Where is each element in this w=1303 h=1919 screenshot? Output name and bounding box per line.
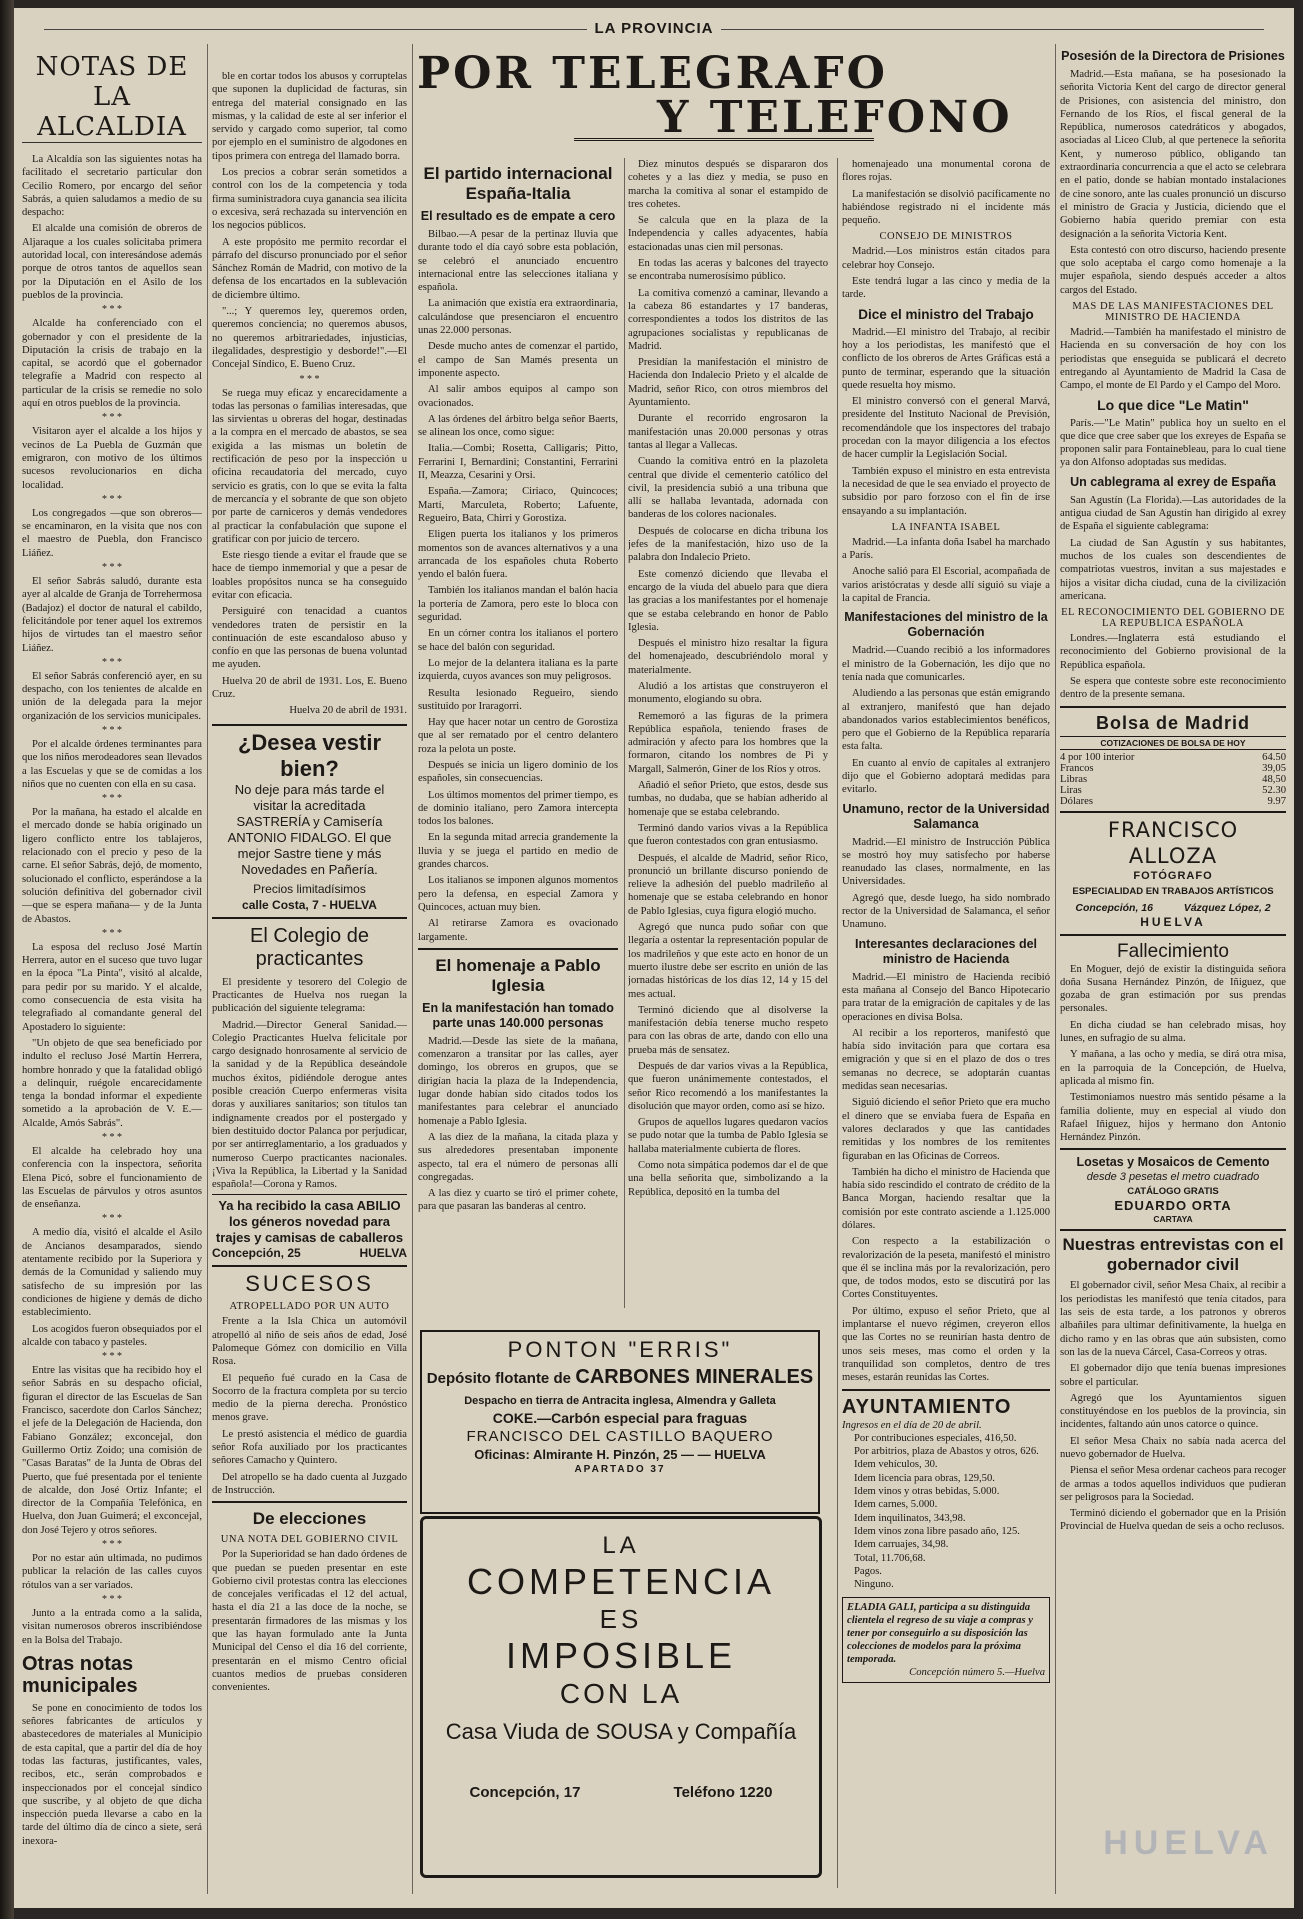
c6-p1: Madrid.—Esta mañana, se ha posesionado la señorita Victoria Kent del cargo de director general de Prisiones, con asistencia del ministro, don Fernando de los Ríos, el fiscal general de la República, numerosos catedráticos y abogados, asociadas al Liceo Club, al que pertenece la señorita Kent, y numeroso público, obligando tan extraordinaria concurrencia a que el acto se celebrara en el patio, donde se habían montado instalaciones de cine sonoro, ante las cuales pronunció un discurso el ministro de Gracia y Justicia, diciendo que el Gobierno había querido premiar con esta designación a la señorita Victoria Kent. <box>1060 69 1286 240</box>
c6-p8: Se espera que conteste sobre este reconocimiento dentro de la presente semana. <box>1060 675 1286 701</box>
losetas-line2: desde 3 pesetas el metro cuadrado <box>1086 1171 1260 1184</box>
erris-title: PONTON "ERRIS" <box>507 1337 733 1362</box>
homenaje-subheadline: En la manifestación han tomado parte unas 140.000 personas <box>422 1000 614 1030</box>
c6-p17: Piensa el señor Mesa ordenar cacheos para recoger de armas a todos aquellos individuos que pudieran ser peligrosos para la Sociedad. <box>1060 1465 1286 1503</box>
separator: * * * <box>102 724 122 736</box>
bolsa-value: 48,50 <box>1262 773 1286 785</box>
c5-p12: En cuanto al envío de capitales al extranjero dijo que el Gobierno adoptará medidas para evitarlo. <box>842 757 1050 796</box>
eladia-address: Concepción número 5.—Huelva <box>909 1667 1045 1679</box>
lematin-headline: Lo que dice "Le Matin" <box>1097 396 1249 413</box>
abilio-address-row <box>212 1246 407 1261</box>
banner-rule <box>574 138 874 141</box>
ayuntamiento-line: Idem carnes, 5.000. <box>854 1499 938 1511</box>
c6-p6: La ciudad de San Agustín y sus habitantes, muchos de los cuales son descendientes de compatriotas vuestros, invitan a sus majestades e hijos a visitar dicha ciudad, cuna de la civilización americana. <box>1060 537 1286 602</box>
gobernacion-headline: Manifestaciones del ministro de la Gobernación <box>844 610 1048 640</box>
alcaldia-title: NOTAS DE LA ALCALDIA <box>22 52 202 143</box>
bolsa-row <box>1060 774 1286 785</box>
alcaldia-p3: Alcalde ha conferenciado con el gobernador y con el presidente de la Diputación la crisis de trabajo en la capital, se acordó que el gobernador telegrafíe a Madrid con respecto al particular de la crisis se remedie no solo aquí en otros pueblos de la provincia. <box>22 318 202 410</box>
alloza-role: FOTÓGRAFO <box>1133 869 1213 882</box>
col2-sign2: Huelva 20 de abril de 1931. <box>289 705 407 717</box>
separator: * * * <box>102 1132 122 1143</box>
partido-p10: En un córner contra los italianos el portero se hace del balón con seguridad. <box>418 628 618 653</box>
separator: * * * <box>102 927 122 939</box>
separator: * * * <box>299 373 320 385</box>
c6-p15: Agregó que los Ayuntamientos siguen constituyéndose en los pueblos de la provincia, sin incidentes, faltando aún unos catorce o quince. <box>1060 1392 1286 1431</box>
column-5 <box>842 158 1050 1898</box>
separator: * * * <box>102 1213 122 1225</box>
partido-p9: También los italianos mandan el balón hacia la portería de Zamora, pero este lo bloca con seguridad. <box>418 585 618 624</box>
elecciones-subtitle: UNA NOTA DEL GOBIERNO CIVIL <box>220 1534 399 1546</box>
c5-p5: Madrid.—El ministro del Trabajo, al recibir hoy a los periodistas, les manifestó que el conflicto de los obreros de Artes Gráficas está a punto de terminar, esperando que la situación quede resuelta hoy mismo. <box>842 326 1050 391</box>
sucesos-p4: Del atropello se ha dado cuenta al Juzgado de Instrucción. <box>212 1471 407 1496</box>
partido-p7: España.—Zamora; Ciriaco, Quincoces; Martí, Marculeta, Roberto; Lafuente, Regueiro, Bata, Chirri y Gorostiza. <box>418 486 618 524</box>
c5-p6: El ministro conversó con el general Marvá, presidente del Instituto Nacional de Previsión, recomendándole que los inspectores del trabajo procedan con la mayor diligencia a los efectos de hacer cumplir la Legislación Social. <box>842 396 1050 461</box>
col2-p2: Los precios a cobrar serán sometidos a control con los de la competencia y toda firma suministradora cuya ganancia sea ilícita o excesiva, será rechazada su intervención en los negocios públicos. <box>212 167 407 232</box>
bolsa-row <box>1060 796 1286 807</box>
homenaje-c4-p20: Como nota simpática podemos dar el de que una bella señorita que, simbolizando a la República, depositó en la tumba del <box>628 1160 828 1198</box>
competencia-l3: ES <box>599 1604 643 1634</box>
col2-p3: A este propósito me permito recordar el párrafo del discurso pronunciado por el señor Sánchez Román de Madrid, con motivo de la defensa de los encartados en la sublevación de diciembre último. <box>212 236 407 301</box>
newspaper-page <box>14 8 1294 1908</box>
alcaldia-p11: "Un objeto de que sea beneficiado por indulto el recluso José Martín Herrera, hombre honrado y que la fatalidad obligó a delinquir, ruégole encarecidamente tenga la bondad informar el expediente sometido a la aprobación de V. E.—Alcalde, Amós Sabrás". <box>22 1037 202 1129</box>
column-2 <box>212 70 407 1908</box>
separator: * * * <box>102 304 122 316</box>
hacienda-sub: MAS DE LAS MANIFESTACIONES DEL MINISTRO DE HACIENDA <box>1072 301 1274 324</box>
sucesos-p1: Frente a la Isla Chica un automóvil atropelló al niño de seis años de edad, José Palomeque Gómez con domicilio en Villa Rosa. <box>212 1316 407 1368</box>
partido-p15: Los últimos momentos del primer tiempo, es de dominio italiano, pero Zamora intercepta todos los balones. <box>418 789 618 828</box>
separator: * * * <box>102 656 122 668</box>
bolsa-row <box>1060 752 1286 763</box>
sucesos-p2: El pequeño fué curado en la Casa de Socorro de la fractura completa por su tercio medio de la pierna derecha. Pronóstico menos grave. <box>212 1372 407 1424</box>
column-1 <box>22 44 202 1894</box>
c5-p17: Siguió diciendo el señor Prieto que era mucho el dinero que se enviaba fuera de España en valores declarados y que las cantidades remitidas y los nombres de los remitentes figuraban en las Oficinas de Correos. <box>842 1097 1050 1162</box>
homenaje-c4-p19: Grupos de aquellos lugares quedaron vacíos se pudo notar que la tumba de Pablo Iglesia se hallaba materialmente cubierta de flores. <box>628 1117 828 1155</box>
bolsa-value: 9.97 <box>1267 795 1286 807</box>
colegio-p1: El presidente y tesorero del Colegio de Practicantes de Huelva nos ruegan la publicación del siguiente telegrama: <box>212 976 407 1015</box>
homenaje-c4-p8: Después de colocarse en dicha tribuna los jefes de la manifestación, hizo uso de la palabra don Indalecio Prieto. <box>628 525 828 564</box>
alloza-city: HUELVA <box>1140 914 1206 929</box>
losetas-name: EDUARDO ORTA <box>1114 1198 1232 1214</box>
homenaje-p2: A las diez de la mañana, la citada plaza y sus alrededores presentaban imponente aspecto, tal era el número de personas allí congregadas. <box>418 1131 618 1183</box>
partido-p17: Los italianos se imponen algunos momentos pero la defensa, en especial Zamora y Quincoces, actuan muy bien. <box>418 875 618 913</box>
partido-p12: Resulta lesionado Regueiro, siendo sustituido por Iraragorri. <box>418 687 618 712</box>
alcaldia-p9: Por la mañana, ha estado el alcalde en el mercado donde se había originado un ligero conflicto entre los tablajeros, relacionado con el precio y peso de la carne. El señor Sabrás, dejó, de momento, solucionado el conflicto, esperándose a la solución definitiva del gobernador civil —que se espera mañana— y de la Junta de Abastos. <box>22 807 202 925</box>
partido-p1: Bilbao.—A pesar de la pertinaz lluvia que durante todo el día cayó sobre esta población, se celebró el anunciado encuentro internacional entre las selecciones italiana y española. <box>418 229 618 294</box>
competencia-l6: Casa Viuda de SOUSA y Compañía <box>445 1719 797 1744</box>
alloza-name: FRANCISCO ALLOZA <box>1107 817 1239 868</box>
homenaje-c4-p5: Presidían la manifestación el ministro de Hacienda don Indalecio Prieto y el alcalde de Madrid, señor Rico, con otros miembros del Ayuntamiento. <box>628 357 828 409</box>
alcaldia-p1: La Alcaldía son las siguientes notas ha facilitado el secretario particular don Cecilio Romero, por encargo del señor Sabrás, a quien saludamos a medio de su despacho: <box>22 154 202 219</box>
c5-p20: Por último, expuso el señor Prieto, que al implantarse el nuevo régimen, creyeron ellos que las Cortes no se reunirían hasta dentro de unos seis meses, mas como el orden y la tranquilidad son completos, dentro de tres meses, estarán reunidas las Cortes. <box>842 1305 1050 1384</box>
column-rule <box>837 158 838 1888</box>
c6-p5: San Agustín (La Florida).—Las autoridades de la antigua ciudad de San Agustín han dirigido al exrey de España el siguiente cablegrama: <box>1060 494 1286 533</box>
alcaldia-p6: El señor Sabrás saludó, durante esta ayer al alcalde de Granja de Torrehermosa (Badajoz) el doctor de natural el cabildo, felicitándole por tener aquel los extremos hijos de virtudes tan el maestro señor Liáñez. <box>22 576 202 654</box>
ayuntamiento-line: Idem vinos zona libre pasado año, 125. <box>854 1525 1020 1537</box>
consejo-title: CONSEJO DE MINISTROS <box>879 231 1013 243</box>
otras-notas-p1: Se pone en conocimiento de todos los señores fabricantes de artículos y abastecedores de materiales al Municipio de esta capital, que a partir del día de hoy todas las facturas, justificantes, vales, recibos, etc., serán comprobados e inspeccionados por el concejal síndico que suscribe, y al objeto de que dicha inspección pueda llevarse a cabo en la tarde del último día de cinco a siete, será inexora- <box>22 1702 202 1847</box>
separator: * * * <box>102 1351 122 1363</box>
c5-p14: Agregó que, desde luego, ha sido nombrado rector de la Universidad de Salamanca, el señor Unamuno. <box>842 892 1050 931</box>
c6-p7: Londres.—Inglaterra está estudiando el reconocimiento del Gobierno provisional de la República española. <box>1060 633 1286 671</box>
ayuntamiento-line: Idem inquilinatos, 343,98. <box>854 1512 966 1524</box>
bolsa-value: 64.50 <box>1262 751 1286 763</box>
c6-p3: Madrid.—También ha manifestado el ministro de Hacienda en su conversación de hoy con los periodistas que enseguida se publicará el decreto entregando al Ayuntamiento de Madrid la Casa de Campo, el monte de El Pardo y el Campo del Moro. <box>1060 327 1286 392</box>
partido-p4: Al salir ambos equipos al campo son ovacionados. <box>418 384 618 409</box>
sastreria-ad <box>212 724 407 919</box>
partido-p5: A las órdenes del árbitro belga señor Baerts, se alinean los once, como sigue: <box>418 413 618 439</box>
ayuntamiento-title: AYUNTAMIENTO <box>842 1395 1012 1418</box>
running-head: LA PROVINCIA <box>14 20 1294 38</box>
colegio-p2: Madrid.—Director General Sanidad.—Colegio Practicantes Huelva felicitale por cargo designado honrosamente al servicio de la sanidad y de la República deseándole muchos éxitos, pidiéndole derogue antes posible creación Cuerpo enfermeras visita doras y auxiliares sanitarios; son títulos tan indignamente creados por el postergado y bien destituido doctor Palanca por perjudicar, por ser antirreglamentario, a los graduados y numeroso Cuerpo practicantes nacionales. ¡Viva la República, la Libertad y la Sanidad española!—Corona y Ramos. <box>212 1019 407 1191</box>
abilio-ad: Ya ha recibido la casa ABILIO los géneros novedad para trajes y camisas de caballeros <box>215 1198 404 1246</box>
fallecimiento-title: Fallecimiento <box>1117 940 1229 962</box>
homenaje-c4-p12: Rememoró a las figuras de la primera República española, teniendo frases de admiración y afecto para los hombres que la formaron, citando los nombres de Pi y Margall, Salmerón, Giner de los Ríos y otros. <box>628 710 828 775</box>
ayuntamiento-line: Idem vehículos, 30. <box>854 1459 938 1471</box>
alloza-ad <box>1060 817 1286 930</box>
partido-p18: Al retirarse Zamora es ovacionado largamente. <box>418 918 618 943</box>
separator: * * * <box>102 493 122 505</box>
banner-line-1: POR TELEGRAFO <box>417 48 888 99</box>
bolsa-subtitle: COTIZACIONES DE BOLSA DE HOY <box>1060 736 1286 750</box>
eladia-ad <box>842 1597 1050 1683</box>
column-rule <box>624 158 625 1308</box>
losetas-ad <box>1060 1154 1286 1225</box>
alcaldia-p2: El alcalde una comisión de obreros de Aljaraque a los cuales solicitaba primera autoridad local, con interesándose además porque de otros tantos de aquellos sean por la Diputación en el Asilo de los pueblos de la provincia. <box>22 223 202 301</box>
alcaldia-p13: A medio día, visitó el alcalde el Asilo de Ancianos desamparados, siendo atentamente recibido por la Superiora y demás de la Comunidad y saliendo muy satisfecho de su impresión por las condiciones de higiene y demás de dicho establecimiento. <box>22 1227 202 1319</box>
alcaldia-p5: Los congregados —que son obreros— se encaminaron, en la visita que nos con el maestro de Puebla, don Francisco Liáñez. <box>22 507 202 559</box>
trabajo-headline: Dice el ministro del Trabajo <box>858 306 1034 322</box>
c6-p16: El señor Mesa Chaix no sabía nada acerca del nuevo gobernador de Huelva. <box>1060 1435 1286 1460</box>
bolsa-row <box>1060 763 1286 774</box>
alcaldia-p12: El alcalde ha celebrado hoy una conferencia con la inspectora, señorita Elena Picó, sobre el funcionamiento de las Escuelas de párvulos y otros asuntos de enseñanza. <box>22 1146 202 1211</box>
ayuntamiento-line: Pagos. <box>854 1565 882 1577</box>
partido-p6: Italia.—Combi; Rosetta, Calligaris; Pitto, Ferrarini I, Bernardini; Constantini, Ferrarini II, Meazza, Cesarini y Orsi. <box>418 443 618 482</box>
reconocimiento-sub: EL RECONOCIMIENTO DEL GOBIERNO DE LA REPUBLICA ESPAÑOLA <box>1061 607 1285 630</box>
otras-notas-title: Otras notas municipales <box>22 1652 138 1697</box>
homenaje-c4-p16: Agregó que nunca pudo soñar con que llegaría a ostentar la representación popular de los madrileños y que este acto en honor de un muerto ilustre debe ser escrito en unión de las jornadas históricas de los días 12, 14 y 15 del mes actual. <box>628 922 828 1000</box>
alcaldia-p16: Por no estar aún ultimada, no pudimos publicar la relación de las calles cuyos rótulos van a ser variados. <box>22 1553 202 1591</box>
homenaje-c4-p6: Durante el recorrido engrosaron la manifestación unas 20.000 personas y otras tantas al llegar a Vallecas. <box>628 413 828 451</box>
c6-p12: Testimoniamos nuestro más sentido pésame a la familia doliente, muy en especial al viudo don Rafael Iñiguez, hijos y hermano don Antonio Hernández Pinzón. <box>1060 1092 1286 1144</box>
competencia-phone: Teléfono 1220 <box>673 1784 773 1801</box>
ayuntamiento-date: Ingresos en el día de 20 de abril. <box>842 1419 982 1431</box>
erris-line7: APARTADO 37 <box>574 1464 666 1475</box>
competencia-l4: IMPOSIBLE <box>505 1635 737 1676</box>
sucesos-title: SUCESOS <box>245 1271 374 1297</box>
erris-line2 <box>422 1366 818 1389</box>
erris-line3: Despacho en tierra de Antracita inglesa, Almendra y Galleta <box>464 1395 776 1407</box>
column-4 <box>628 158 828 1308</box>
c5-p13: Madrid.—El ministro de Instrucción Pública se mostró hoy muy satisfecho por haberse reanudado las clases, normalmente, en las Universidades. <box>842 836 1050 888</box>
col2-p4: "...; Y queremos ley, queremos orden, queremos conciencia; no queremos abusos, no queremos arbitrariedades, injusticias, ilegalidades, desprestigio y desborde!".—El Concejal Síndico, E. Bueno Cruz. <box>212 306 407 371</box>
sastreria-address: calle Costa, 7 - HUELVA <box>242 897 377 912</box>
infanta-title: LA INFANTA ISABEL <box>891 521 1001 533</box>
hacienda-headline: Interesantes declaraciones del ministro de Hacienda <box>854 936 1038 966</box>
alcaldia-p15: Entre las visitas que ha recibido hoy el señor Sabrás en su despacho oficial, figuran el director de las Escuelas de San Francisco, sacerdote don Carlos Sánchez; el jefe de la Delegación de Hacienda, don Fabiano González; exconcejal, don Guillermo Ortiz Zoido; una comisión de "Casas Baratas" de la Junta de Obras del Puerto, que fué presentada por el teniente de alcalde, don José Ortiz Infante; el director de la Compañía Telefónica, en Huelva, don Juan Guimerá; el exconcejal, don José Tejero y otros señores. <box>22 1365 202 1536</box>
competencia-l1: LA <box>602 1532 640 1559</box>
homenaje-c4-p17: Terminó diciendo que al disolverse la manifestación debía tenerse mucho respeto para con las obras de arte, dando con ello una prueba más de sensatez. <box>628 1004 828 1056</box>
sastreria-title: ¿Desea vestir bien? <box>237 729 382 781</box>
erris-line4: COKE.—Carbón especial para fraguas <box>492 1410 748 1426</box>
homenaje-c4-p11: Aludió a los artistas que construyeron el monumento, elogiando su obra. <box>628 680 828 706</box>
homenaje-p1: Madrid.—Desde las siete de la mañana, comenzaron a transitar por las calles, ayer domingo, los obreros en grupos, que se dirigían hacia la plaza de la Independencia, lugar donde habían sido citados todos los manifestantes para celebrar el anunciado homenaje a Pablo Iglesia. <box>418 1035 618 1127</box>
c6-p11: Y mañana, a las ocho y media, se dirá otra misa, en la parroquia de la Concepción, de Huelva, aplicada al mismo fin. <box>1060 1049 1286 1087</box>
ponton-erris-ad <box>420 1330 820 1514</box>
losetas-title: Losetas y Mosaicos de Cemento <box>1076 1155 1270 1170</box>
alcaldia-p8: Por el alcalde órdenes terminantes para que los niños merodeadores sean llevados a las Escuelas y que se de comidas a los niños que no cuenten con ella en su casa. <box>22 738 202 790</box>
c5-p2: La manifestación se disolvió pacíficamente no habiéndose registrado ni el incidente más pequeño. <box>842 188 1050 227</box>
c6-p14: El gobernador dijo que tenía buenas impresiones sobre el particular. <box>1060 1363 1286 1388</box>
alcaldia-p14: Los acogidos fueron obsequiados por el alcalde con tabaco y pasteles. <box>22 1323 202 1348</box>
separator: * * * <box>102 793 122 805</box>
ayuntamiento-line: Por contribuciones especiales, 416,50. <box>854 1432 1017 1444</box>
partido-subheadline: El resultado es de empate a cero <box>420 209 616 223</box>
unamuno-headline: Unamuno, rector de la Universidad Salamanca <box>842 801 1050 831</box>
c6-p18: Terminó diciendo el gobernador que en la Prisión Provincial de Huelva quedan de seis a ocho reclusos. <box>1060 1508 1286 1533</box>
c6-p13: El gobernador civil, señor Mesa Chaix, al recibir a los periodistas les manifestó que tenía citados, para las seis de esta tarde, a los patronos y obreros albañiles para ultimar definitivamente, la huelga en dicho ramo y en las obras que aún subsisten, como son las de la nueva Cárcel, Casa-Correos y otras. <box>1060 1280 1286 1358</box>
c5-p3: Madrid.—Los ministros están citados para celebrar hoy Consejo. <box>842 246 1050 271</box>
alcaldia-p17: Junto a la entrada como a la salida, visitan numerosos obreros inscribiéndose en la Bolsa del Trabajo. <box>22 1607 202 1646</box>
c6-p9: En Moguer, dejó de existir la distinguida señora doña Susana Hernández Pinzón, de Iñiguez, que gozaba de gran estimación por sus prendas personales. <box>1060 963 1286 1015</box>
ayuntamiento-line: Total, 11.706,68. <box>854 1552 926 1564</box>
ayuntamiento-line: Idem vinos y otras bebidas, 5.000. <box>854 1486 1000 1498</box>
competencia-contact <box>423 1783 819 1803</box>
partido-p14: Después se inicia un ligero dominio de los españoles, sin consecuencias. <box>418 759 618 785</box>
separator: * * * <box>102 1539 122 1551</box>
eladia-text: ELADIA GALI, participa a su distinguida clientela el regreso de su viaje a compras y tener por conseguirlo a su disposición las colecciones de modelos para la próxima temporada. <box>847 1602 1033 1666</box>
c5-p15: Madrid.—El ministro de Hacienda recibió esta mañana al Consejo del Banco Hipotecario para tratar de la emigración de capitales y de las operaciones en divisa Bolsa. <box>842 971 1050 1023</box>
losetas-city: CARTAYA <box>1153 1214 1193 1225</box>
erris-line6: Oficinas: Almirante H. Pinzón, 25 — — HUELVA <box>474 1447 766 1462</box>
left-binding-edge <box>0 0 14 1919</box>
abilio-address: Concepción, 25 <box>212 1246 301 1261</box>
sastreria-body: No deje para más tarde el visitar la acreditada SASTRERÍA y Camisería ANTONIO FIDALGO. El que mejor Sastre tiene y más Novedades en Pañería. <box>227 781 392 877</box>
bolsa-table <box>1060 752 1286 807</box>
separator: * * * <box>102 412 122 424</box>
column-6 <box>1060 44 1286 1894</box>
c5-p16: Al recibir a los reporteros, manifestó que había sido invitación para que cortara esa emigración y que si en el plazo de dos o tres semanas no decrece, se adoptarán cuantas medidas sean necesarias. <box>842 1027 1050 1093</box>
homenaje-c4-p14: Terminó dando varios vivas a la República que fueron contestados con gran entusiasmo. <box>628 822 828 848</box>
partido-p16: En la segunda mitad arrecia grandemente la lluvia y se juega el partido en medio de grandes charcos. <box>418 832 618 871</box>
ayuntamiento-line: Por arbitrios, plaza de Abastos y otros, 626. <box>854 1446 1039 1458</box>
homenaje-c4-p9: Este comenzó diciendo que llevaba el encargo de la viuda del abuelo para que diera las gracias a los manifestantes por el homenaje que se estaba celebrando en honor de Pablo Iglesia. <box>628 568 828 633</box>
col2-p1: ble en cortar todos los abusos y corruptelas que suponen la duplicidad de facturas, sin entrega del material consignado en las mismas, y la calidad de este al ser inferior el servido y cargado como superior, tal como por ejemplo en el suministro de algodones en tipos primera con entrega del llamado borra. <box>212 71 407 162</box>
homenaje-c4-p3: En todas las aceras y balcones del trayecto se encontraba numerosísimo público. <box>628 258 828 283</box>
homenaje-c4-p15: Después, el alcalde de Madrid, señor Rico, pronunció un brillante discurso poniendo de relieve la adhesión del pueblo madrileño al homenaje que se estaba celebrando en honor de Pablo Iglesias, cuya figura elogió mucho. <box>628 852 828 917</box>
erris-line2a: Depósito flotante de <box>426 1370 571 1387</box>
erris-line2b: CARBONES MINERALES <box>575 1366 814 1388</box>
homenaje-c4-p1: Diez minutos después se dispararon dos cohetes y a las diez y media, se puso en marcha la comitiva al sonar el estampido de tres cohetes. <box>628 159 828 210</box>
c5-p10: Madrid.—Cuando recibió a los informadores el ministro de la Gobernación, les dijo que no tenía nada que comunicarles. <box>842 645 1050 683</box>
partido-p8: Eligen puerta los italianos y los primeros momentos son de avances alternativos y a una arrancada de los españoles chuta Roberto yendo el balón fuera. <box>418 529 618 581</box>
partido-p3: Desde mucho antes de comenzar el partido, el campo de San Mamés presenta un imponente aspecto. <box>418 341 618 379</box>
bolsa-label: 4 por 100 interior <box>1060 751 1135 763</box>
col2-p7: Persiguiré con tenacidad a cuantos vendedores traten de persistir en la continuación de este escandaloso abuso y confío en que las personas de buena voluntad me ayuden. <box>212 606 407 671</box>
colegio-title: El Colegio de practicantes <box>250 924 369 970</box>
main-banner <box>407 48 1047 144</box>
prisiones-headline: Posesión de la Directora de Prisiones <box>1061 49 1285 63</box>
sucesos-subtitle: ATROPELLADO POR UN AUTO <box>229 1301 390 1313</box>
bolsa-value: 39,05 <box>1262 762 1286 774</box>
c5-p4: Este tendrá lugar a las cinco y media de la tarde. <box>842 276 1050 301</box>
c5-p19: Con respecto a la estabilización o revalorización de la peseta, manifestó el ministro que él se inclina más por la revalorización, pero que, de todos modos, esto se discutirá por las Cortes Constituyentes. <box>842 1236 1050 1301</box>
competencia-address: Concepción, 17 <box>469 1784 581 1801</box>
cablegrama-headline: Un cablegrama al exrey de España <box>1070 474 1276 489</box>
col2-p5: Se ruega muy eficaz y encarecidamente a todas las personas o familias interesadas, que las sirvientas u obreras del hogar, destinadas a la compra en el mercado de abastos, se sea exigida a las mismas un boletín de rectificación de peso por la inspección u oficina recaudatoria del mercado, cuyo servicio es gratis, con lo que se evita la falta de mercancía y el sobrante de que son objeto por parte de carniceros y demás vendedores al practicar la confabulación que supone el gratificar con por juicio de tercero. <box>212 387 407 545</box>
col2-sign: Huelva 20 de abril de 1931. Los, E. Bueno Cruz. <box>212 675 407 701</box>
banner-line-2: Y TELEFONO <box>657 92 1013 143</box>
homenaje-c4-p7: Cuando la comitiva entró en la plazoleta central que divide el cementerio católico del civil, la presidencia subió a una tribuna que allí se hallaba levantada, adornada con banderas de los colores nacionales. <box>628 456 828 521</box>
homenaje-p3: A las diez y cuarto se tiró el primer cohete, para que pasaran las banderas al centro. <box>418 1188 618 1213</box>
column-rule <box>412 44 413 1894</box>
homenaje-c4-p2: Se calcula que en la plaza de la Independencia y calles adyacentes, había estacionadas unas cien mil personas. <box>628 215 828 253</box>
partido-p2: La animación que existía era extraordinaria, calculándose que presenciaron el encuentro unas 22.000 personas. <box>418 298 618 337</box>
ayuntamiento-list <box>842 1432 1050 1592</box>
sucesos-p3: Le prestó asistencia el médico de guardia señor Rofa auxiliado por los practicantes señores Camacho y Quintero. <box>212 1428 407 1467</box>
partido-p13: Hay que hacer notar un centro de Gorostiza que al ser rematado por el centro delantero roza la pelota un poste. <box>418 717 618 755</box>
bolsa-label: Liras <box>1060 784 1082 796</box>
partido-headline: El partido internacional España-Italia <box>423 164 613 203</box>
alloza-addresses <box>1060 901 1286 915</box>
elecciones-title: De elecciones <box>252 1509 367 1529</box>
column-3 <box>418 158 618 1398</box>
ayuntamiento-line: Idem licencia para obras, 129,50. <box>854 1472 995 1484</box>
c6-p2: Esta contestó con otro discurso, haciendo presente que solo aceptaba el cargo como homenaje a la mujer española, siendo después acceder a altos cargos del Estado. <box>1060 244 1286 296</box>
partido-p11: Lo mejor de la delantera italiana es la parte izquierda, cuyos avances son muy peligrosos. <box>418 657 618 683</box>
alloza-address-2: Vázquez López, 2 <box>1183 901 1271 914</box>
c6-p4: París.—"Le Matin" publica hoy un suelto en el que dice que cree saber que los exreyes de España se proponen salir para Fontainebleau, para lo cual tiene ya don Alfonso adoptadas sus medidas. <box>1060 417 1286 469</box>
bolsa-label: Dólares <box>1060 795 1093 807</box>
erris-line5: FRANCISCO DEL CASTILLO BAQUERO <box>466 1428 774 1445</box>
column-rule <box>207 44 208 1894</box>
bolsa-label: Francos <box>1060 762 1094 774</box>
alcaldia-p7: El señor Sabrás conferenció ayer, en su despacho, con los tenientes de alcalde en unión de la delegada para la mejor organización de los servicios municipales. <box>22 670 202 722</box>
losetas-line3: CATÁLOGO GRATIS <box>1127 1186 1219 1198</box>
ayuntamiento-line: Idem carruajes, 34,98. <box>854 1539 949 1551</box>
alloza-spec: ESPECIALIDAD EN TRABAJOS ARTÍSTICOS <box>1072 885 1274 897</box>
homenaje-c4-p18: Después de dar varios vivas a la República, que fueron unánimemente contestados, el señor Rico recomendó a los manifestantes la disolución que mayor orden, como así se hizo. <box>628 1061 828 1112</box>
homenaje-c4-p13: Añadió el señor Prieto, que estos, desde sus tumbas, no dudaba, que se habían adherido al homenaje que se estaba celebrando. <box>628 780 828 818</box>
ayuntamiento-line: Ninguno. <box>854 1579 894 1591</box>
separator: * * * <box>102 562 122 574</box>
homenaje-c4-p4: La comitiva comenzó a caminar, llevando a la cabeza 86 estandartes y 17 banderas, correspondientes a todos los distritos de las agrupaciones socialistas y republicanas de Madrid. <box>628 287 828 352</box>
bolsa-value: 52.30 <box>1262 784 1286 796</box>
bolsa-label: Libras <box>1060 773 1088 785</box>
separator: * * * <box>102 1593 122 1605</box>
c5-p8: Madrid.—La infanta doña Isabel ha marchado a París. <box>842 536 1050 562</box>
homenaje-headline: El homenaje a Pablo Iglesia <box>435 955 601 995</box>
abilio-city: HUELVA <box>359 1246 407 1261</box>
col2-p6: Este riesgo tiende a evitar el fraude que se hace de tiempo inmemorial y que a pesar de loables propósitos nunca se ha conseguido evitar con eficacia. <box>212 550 407 601</box>
homenaje-c4-p10: Después el ministro hizo resaltar la figura del homenajeado, descubriéndolo moral y materialmente. <box>628 638 828 676</box>
competencia-l2: COMPETENCIA <box>466 1561 776 1602</box>
bolsa-title: Bolsa de Madrid <box>1095 712 1251 733</box>
alcaldia-p10: La esposa del recluso José Martín Herrera, autor en el suceso que tuvo lugar en la época "La Pinta", visitó al alcalde, para pedir por su marido. Y el alcalde, como consecuencia de esta visita ha telegrafiado al comandante general del Apostadero lo siguiente: <box>22 941 202 1033</box>
sastreria-prices: Precios limitadísimos <box>253 881 366 896</box>
c5-p11: Aludiendo a las personas que están emigrando al extranjero, manifestó que han dejado abandonados varios establecimientos benéficos, pero que el Gobierno de la República repararía esta falta. <box>842 688 1050 753</box>
alloza-address-1: Concepción, 16 <box>1075 901 1153 914</box>
archive-watermark: HUELVA <box>1103 1824 1274 1862</box>
c6-p10: En dicha ciudad se han celebrado misas, hoy lunes, en sufragio de su alma. <box>1060 1019 1286 1045</box>
bolsa-row <box>1060 785 1286 796</box>
gobernador-headline: Nuestras entrevistas con el gobernador civil <box>1062 1235 1284 1275</box>
c5-p18: También ha dicho el ministro de Hacienda que había sido rescindido el contrato de crédito de la Banca Morgan, haciendo resaltar que la comisión por este contrato asciende a 1.125.000 dólares. <box>842 1166 1050 1231</box>
c5-p7: También expuso el ministro en esta entrevista la necesidad de que le sea enviado el proyecto de subsidio por paro forzoso con el fin de irse ensayando a su implantación. <box>842 465 1050 517</box>
c5-p9: Anoche salió para El Escorial, acompañada de varios aristócratas y desde allí siguió su viaje a la capital de Francia. <box>842 566 1050 605</box>
competencia-l5: CON LA <box>559 1678 683 1709</box>
c5-p1: homenajeado una monumental corona de flores rojas. <box>842 159 1050 184</box>
competencia-ad <box>420 1516 822 1878</box>
column-rule <box>1055 44 1056 1894</box>
elecciones-p1: Por la Superioridad se han dado órdenes de que puedan se pueden presentar en este Gobierno civil protestas contra las elecciones de concejales verificadas el 12 del actual, hasta el día 21 a las doce de la noche, se presentarán firmadores de las mismas y los que las hayan formulado ante la Junta Municipal del Censo el día 16 del corriente, presentarán en el mismo Centro oficial cuantos medios de pruebas consideren convenientes. <box>212 1549 407 1694</box>
alcaldia-p4: Visitaron ayer el alcalde a los hijos y vecinos de La Puebla de Guzmán que emigraron, con motivo de los últimos sucesos revolucionarios en dicha localidad. <box>22 426 202 491</box>
